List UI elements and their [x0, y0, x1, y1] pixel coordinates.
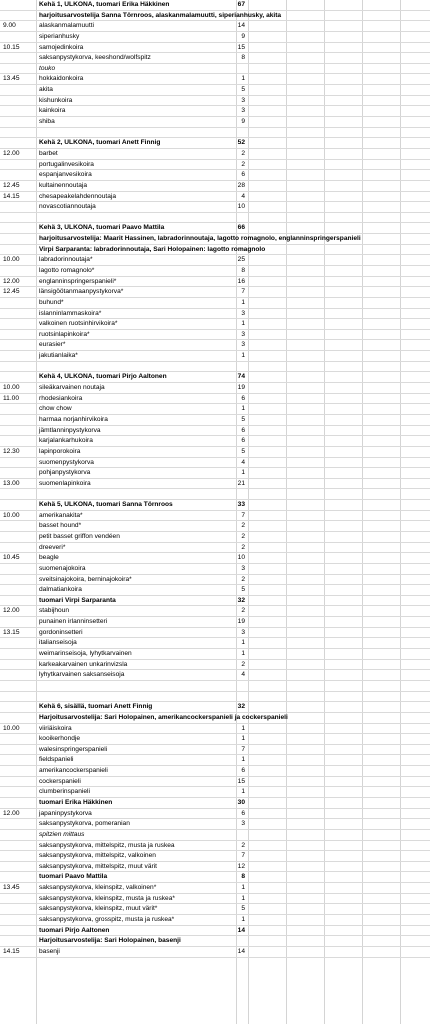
breed-cell[interactable]: karjalankarhukoira — [39, 437, 93, 445]
table-row[interactable] — [0, 11, 430, 22]
table-row[interactable] — [0, 202, 430, 213]
count-cell[interactable] — [203, 245, 245, 256]
breed-cell[interactable]: basset hound* — [39, 522, 82, 530]
table-row[interactable] — [0, 106, 430, 117]
breed-cell[interactable]: saksanpystykorva, grosspitz, musta ja ruskea* — [39, 916, 175, 924]
count-cell[interactable]: 2 — [241, 522, 245, 530]
count-cell[interactable]: 15 — [237, 43, 245, 51]
table-row[interactable] — [0, 713, 430, 724]
count-cell[interactable]: 1 — [241, 298, 245, 306]
count-cell[interactable]: 3 — [241, 341, 245, 349]
count-cell[interactable]: 8 — [241, 54, 245, 62]
count-cell[interactable]: 14 — [237, 22, 245, 30]
breed-cell[interactable]: lagotto romagnolo* — [39, 267, 95, 274]
table-row[interactable] — [0, 819, 430, 830]
table-row[interactable] — [0, 830, 430, 841]
count-cell[interactable]: 6 — [241, 767, 245, 775]
ring-heading-cell[interactable]: Harjoitusarvostelija: Sari Holopainen, amerikancockerspanieli ja cockerspanieli — [39, 713, 288, 721]
count-cell[interactable]: 15 — [237, 777, 245, 785]
table-row[interactable] — [0, 138, 430, 149]
breed-cell[interactable]: englanninspringerspanieli* — [39, 277, 117, 285]
table-row[interactable] — [0, 128, 430, 139]
breed-cell[interactable]: espanjanvesikoira — [39, 171, 92, 179]
count-cell[interactable]: 3 — [241, 107, 245, 115]
table-row[interactable] — [0, 809, 430, 820]
count-cell[interactable]: 14 — [237, 947, 245, 955]
time-cell[interactable]: 12.00 — [3, 607, 20, 615]
table-row[interactable] — [0, 43, 430, 54]
table-row[interactable] — [0, 500, 430, 511]
count-cell[interactable]: 28 — [237, 181, 245, 189]
table-row[interactable] — [0, 841, 430, 852]
count-cell[interactable]: 12 — [237, 862, 245, 870]
count-cell[interactable]: 1 — [241, 788, 245, 796]
breed-cell[interactable]: labradorinnoutaja* — [39, 256, 93, 264]
breed-cell[interactable]: viiriäiskoira — [39, 724, 72, 732]
time-cell[interactable]: 13.45 — [3, 884, 20, 892]
breed-cell[interactable]: suomenajokoira — [39, 564, 86, 572]
time-cell[interactable]: 12.30 — [3, 447, 20, 455]
breed-cell[interactable]: lyhytkarvainen saksanseisoja — [39, 671, 125, 679]
table-row[interactable] — [0, 170, 430, 181]
count-cell[interactable] — [203, 128, 245, 139]
count-cell[interactable]: 2 — [241, 149, 245, 157]
count-cell[interactable]: 8 — [241, 267, 245, 274]
table-row[interactable] — [0, 404, 430, 415]
breed-cell[interactable]: samojedinkoira — [39, 43, 84, 51]
table-row[interactable] — [0, 596, 430, 607]
time-cell[interactable]: 10.00 — [3, 384, 20, 392]
table-row[interactable] — [0, 787, 430, 798]
breed-cell[interactable]: cockerspanieli — [39, 777, 81, 785]
time-cell[interactable]: 14.15 — [3, 192, 20, 200]
table-row[interactable] — [0, 872, 430, 883]
count-cell[interactable]: 1 — [241, 469, 245, 477]
count-cell[interactable] — [203, 681, 245, 692]
count-cell[interactable]: 5 — [241, 415, 245, 423]
breed-cell[interactable]: dalmatiankoira — [39, 586, 82, 594]
breed-cell[interactable]: shiba — [39, 118, 55, 126]
table-row[interactable] — [0, 575, 430, 586]
table-row[interactable] — [0, 181, 430, 192]
time-cell[interactable]: 14.15 — [3, 947, 20, 955]
count-cell[interactable]: 1 — [241, 916, 245, 924]
breed-cell[interactable]: ruotsinlapinkoira* — [39, 330, 90, 338]
ring-heading-cell[interactable]: Harjoitusarvostelija: Sari Holopainen, basenji — [39, 937, 181, 945]
count-cell[interactable]: 8 — [241, 873, 245, 881]
table-row[interactable] — [0, 213, 430, 224]
count-cell[interactable]: 21 — [237, 479, 245, 487]
count-cell[interactable]: 32 — [237, 703, 245, 711]
table-row[interactable] — [0, 862, 430, 873]
breed-cell[interactable]: amerikanakita* — [39, 511, 83, 519]
ring-heading-cell[interactable]: Virpi Sarparanta: labradorinnoutaja, Sari Holopainen: lagotto romagnolo — [39, 245, 266, 253]
table-row[interactable] — [0, 755, 430, 766]
breed-cell[interactable]: karkeakarvainen unkarinvizsla — [39, 660, 128, 668]
ring-heading-cell[interactable]: Kehä 2, ULKONA, tuomari Anett Finnig — [39, 139, 161, 147]
count-cell[interactable]: 2 — [241, 575, 245, 583]
ring-heading-cell[interactable]: Kehä 4, ULKONA, tuomari Pirjo Aaltonen — [39, 373, 167, 381]
breed-cell[interactable]: amerikancockerspanieli — [39, 767, 108, 775]
breed-cell[interactable]: alaskanmalamuutti — [39, 22, 94, 30]
breed-cell[interactable]: eurasier* — [39, 341, 66, 349]
time-cell[interactable]: 10.15 — [3, 43, 20, 51]
count-cell[interactable] — [203, 234, 245, 245]
count-cell[interactable]: 4 — [241, 192, 245, 200]
table-row[interactable] — [0, 936, 430, 947]
breed-cell[interactable]: saksanpystykorva, kleinspitz, musta ja ruskea* — [39, 894, 175, 902]
table-row[interactable] — [0, 926, 430, 937]
table-row[interactable] — [0, 489, 430, 500]
count-cell[interactable]: 1 — [241, 894, 245, 902]
table-row[interactable] — [0, 298, 430, 309]
time-cell[interactable]: 13.45 — [3, 75, 20, 83]
breed-cell[interactable]: akita — [39, 86, 53, 94]
table-row[interactable] — [0, 458, 430, 469]
table-row[interactable] — [0, 362, 430, 373]
breed-cell[interactable]: islanninlammaskoira* — [39, 309, 102, 317]
ring-heading-cell[interactable]: Kehä 3, ULKONA, tuomari Paavo Mattila — [39, 224, 165, 232]
count-cell[interactable]: 6 — [241, 426, 245, 434]
table-row[interactable] — [0, 681, 430, 692]
table-row[interactable] — [0, 606, 430, 617]
time-cell[interactable]: 10.00 — [3, 724, 20, 732]
breed-cell[interactable]: novascotiannoutaja — [39, 203, 96, 211]
breed-cell[interactable]: chow chow — [39, 405, 72, 413]
table-row[interactable] — [0, 426, 430, 437]
table-row[interactable] — [0, 670, 430, 681]
table-row[interactable] — [0, 309, 430, 320]
table-row[interactable] — [0, 287, 430, 298]
breed-cell[interactable]: pohjanpystykorva — [39, 469, 91, 477]
count-cell[interactable]: 1 — [241, 756, 245, 764]
breed-cell[interactable]: sveitsinajokoira, berninajokoira* — [39, 575, 132, 583]
count-cell[interactable] — [203, 213, 245, 224]
breed-cell[interactable]: hokkaidonkoira — [39, 75, 84, 83]
table-row[interactable] — [0, 521, 430, 532]
breed-cell[interactable]: gordoninsetteri — [39, 628, 83, 636]
count-cell[interactable]: 2 — [241, 660, 245, 668]
count-cell[interactable]: 74 — [237, 373, 245, 381]
table-row[interactable] — [0, 564, 430, 575]
count-cell[interactable]: 5 — [241, 86, 245, 94]
count-cell[interactable]: 32 — [237, 596, 245, 604]
count-cell[interactable]: 4 — [241, 458, 245, 466]
breed-cell[interactable]: länsigöötanmaanpystykorva* — [39, 288, 124, 296]
count-cell[interactable]: 7 — [241, 288, 245, 296]
breed-cell[interactable]: kainkoira — [39, 107, 66, 115]
table-row[interactable] — [0, 851, 430, 862]
count-cell[interactable] — [203, 64, 245, 75]
count-cell[interactable] — [203, 362, 245, 373]
breed-cell[interactable]: jakutianlaika* — [39, 352, 78, 360]
breed-cell[interactable]: saksanpystykorva, mittelspitz, musta ja ruskea — [39, 841, 175, 849]
time-cell[interactable]: 13.15 — [3, 628, 20, 636]
breed-cell[interactable]: suomenlapinkoira — [39, 479, 91, 487]
count-cell[interactable]: 6 — [241, 394, 245, 402]
count-cell[interactable]: 7 — [241, 745, 245, 753]
ring-heading-cell[interactable]: Kehä 6, sisällä, tuomari Anett Finnig — [39, 703, 153, 711]
count-cell[interactable]: 1 — [241, 320, 245, 328]
breed-cell[interactable]: portugalinvesikoira — [39, 160, 94, 168]
breed-cell[interactable]: stabijhoun — [39, 607, 70, 615]
count-cell[interactable]: 3 — [241, 330, 245, 338]
count-cell[interactable]: 2 — [241, 543, 245, 551]
table-row[interactable] — [0, 894, 430, 905]
breed-cell[interactable]: fieldspanieli — [39, 756, 74, 764]
count-cell[interactable]: 2 — [241, 533, 245, 540]
count-cell[interactable]: 1 — [241, 650, 245, 658]
table-row[interactable] — [0, 351, 430, 362]
time-cell[interactable]: 12.45 — [3, 288, 20, 296]
count-cell[interactable]: 3 — [241, 96, 245, 104]
breed-cell[interactable]: saksanpystykorva, pomeranian — [39, 820, 130, 828]
breed-cell[interactable]: japaninpystykorva — [39, 809, 92, 817]
table-row[interactable] — [0, 245, 430, 256]
count-cell[interactable]: 1 — [241, 639, 245, 647]
count-cell[interactable]: 5 — [241, 905, 245, 913]
breed-cell[interactable]: beagle — [39, 554, 59, 562]
table-row[interactable] — [0, 0, 430, 11]
table-row[interactable] — [0, 160, 430, 171]
table-row[interactable] — [0, 532, 430, 543]
table-row[interactable] — [0, 883, 430, 894]
breed-cell[interactable]: basenji — [39, 947, 60, 955]
count-cell[interactable] — [203, 830, 245, 841]
breed-cell[interactable]: kultainennoutaja — [39, 181, 88, 189]
table-row[interactable] — [0, 479, 430, 490]
count-cell[interactable]: 67 — [237, 1, 245, 8]
table-row[interactable] — [0, 340, 430, 351]
breed-cell[interactable]: barbet — [39, 149, 58, 157]
breed-cell[interactable]: kooikerhondje — [39, 735, 81, 743]
breed-cell[interactable]: dreeveri* — [39, 543, 66, 551]
table-row[interactable] — [0, 21, 430, 32]
table-row[interactable] — [0, 777, 430, 788]
count-cell[interactable]: 1 — [241, 724, 245, 732]
ring-heading-cell[interactable]: tuomari Erika Häkkinen — [39, 799, 113, 806]
table-row[interactable] — [0, 511, 430, 522]
count-cell[interactable]: 33 — [237, 501, 245, 509]
count-cell[interactable]: 9 — [241, 32, 245, 40]
table-row[interactable] — [0, 724, 430, 735]
count-cell[interactable]: 1 — [241, 735, 245, 743]
ring-heading-cell[interactable]: harjoitusarvostelija Sanna Törnroos, alaskanmalamuutti, siperianhusky, akita — [39, 11, 282, 19]
table-row[interactable] — [0, 468, 430, 479]
count-cell[interactable]: 66 — [237, 224, 245, 232]
count-cell[interactable] — [203, 692, 245, 703]
count-cell[interactable]: 25 — [237, 256, 245, 264]
table-row[interactable] — [0, 798, 430, 809]
breed-cell[interactable]: suomenpystykorva — [39, 458, 94, 466]
count-cell[interactable]: 4 — [241, 671, 245, 679]
count-cell[interactable]: 30 — [237, 799, 245, 806]
time-cell[interactable]: 12.00 — [3, 809, 20, 817]
table-row[interactable] — [0, 649, 430, 660]
count-cell[interactable]: 9 — [241, 118, 245, 126]
table-row[interactable] — [0, 447, 430, 458]
table-row[interactable] — [0, 32, 430, 43]
breed-cell[interactable]: jämtlanninpystykorva — [39, 426, 101, 434]
breed-cell[interactable]: italianseisoja — [39, 639, 77, 647]
count-cell[interactable]: 6 — [241, 437, 245, 445]
table-row[interactable] — [0, 915, 430, 926]
count-cell[interactable]: 1 — [241, 352, 245, 360]
count-cell[interactable] — [203, 11, 245, 22]
count-cell[interactable]: 3 — [241, 564, 245, 572]
table-row[interactable] — [0, 702, 430, 713]
breed-cell[interactable]: lapinporokoira — [39, 447, 81, 455]
table-row[interactable] — [0, 149, 430, 160]
table-row[interactable] — [0, 394, 430, 405]
breed-cell[interactable]: rhodesiankoira — [39, 394, 83, 402]
table-row[interactable] — [0, 330, 430, 341]
count-cell[interactable]: 10 — [237, 203, 245, 211]
table-row[interactable] — [0, 372, 430, 383]
table-row[interactable] — [0, 319, 430, 330]
table-row[interactable] — [0, 553, 430, 564]
count-cell[interactable]: 10 — [237, 554, 245, 562]
breed-cell[interactable]: saksanpystykorva, kleinspitz, valkoinen* — [39, 884, 157, 892]
table-row[interactable] — [0, 223, 430, 234]
table-row[interactable] — [0, 638, 430, 649]
time-cell[interactable]: 13.00 — [3, 479, 20, 487]
time-cell[interactable]: 12.00 — [3, 277, 20, 285]
breed-cell[interactable]: kishunkoira — [39, 96, 73, 104]
count-cell[interactable]: 14 — [237, 926, 245, 934]
breed-cell[interactable]: saksanpystykorva, mittelspitz, muut värit — [39, 862, 157, 870]
table-row[interactable] — [0, 255, 430, 266]
count-cell[interactable]: 7 — [241, 852, 245, 860]
time-cell[interactable]: 12.00 — [3, 149, 20, 157]
time-cell[interactable]: 9.00 — [3, 22, 16, 30]
count-cell[interactable]: 2 — [241, 607, 245, 615]
table-row[interactable] — [0, 96, 430, 107]
ring-heading-cell[interactable]: tuomari Virpi Sarparanta — [39, 596, 116, 604]
table-row[interactable] — [0, 692, 430, 703]
table-row[interactable] — [0, 585, 430, 596]
count-cell[interactable]: 1 — [241, 884, 245, 892]
breed-cell[interactable]: buhund* — [39, 298, 64, 306]
table-row[interactable] — [0, 85, 430, 96]
breed-cell[interactable]: siperianhusky — [39, 32, 80, 40]
time-cell[interactable]: 10.45 — [3, 554, 20, 562]
table-row[interactable] — [0, 53, 430, 64]
count-cell[interactable]: 3 — [241, 820, 245, 828]
count-cell[interactable]: 52 — [237, 139, 245, 147]
breed-cell[interactable]: saksanpystykorva, mittelspitz, valkoinen — [39, 852, 156, 860]
breed-cell[interactable]: weimarinseisoja, lyhytkarvainen — [39, 650, 132, 658]
table-row[interactable] — [0, 383, 430, 394]
count-cell[interactable] — [203, 489, 245, 500]
count-cell[interactable]: 1 — [241, 405, 245, 413]
count-cell[interactable]: 1 — [241, 75, 245, 83]
count-cell[interactable]: 5 — [241, 586, 245, 594]
table-row[interactable] — [0, 628, 430, 639]
table-row[interactable] — [0, 734, 430, 745]
table-row[interactable] — [0, 745, 430, 756]
time-cell[interactable]: 10.00 — [3, 511, 20, 519]
table-row[interactable] — [0, 617, 430, 628]
ring-heading-cell[interactable]: Kehä 5, ULKONA, tuomari Sanna Törnroos — [39, 501, 173, 509]
ring-heading-cell[interactable]: Kehä 1, ULKONA, tuomari Erika Häkkinen — [39, 1, 170, 8]
count-cell[interactable] — [203, 936, 245, 947]
breed-cell[interactable]: petit basset griffon vendéen — [39, 533, 120, 540]
count-cell[interactable]: 2 — [241, 841, 245, 849]
count-cell[interactable]: 7 — [241, 511, 245, 519]
table-row[interactable] — [0, 947, 430, 958]
table-row[interactable] — [0, 234, 430, 245]
breed-cell[interactable]: clumberinspanieli — [39, 788, 90, 796]
breed-cell[interactable]: saksanpystykorva, kleinspitz, muut värit* — [39, 905, 158, 913]
table-row[interactable] — [0, 436, 430, 447]
count-cell[interactable]: 6 — [241, 809, 245, 817]
breed-cell[interactable]: touko — [39, 64, 56, 72]
time-cell[interactable]: 11.00 — [3, 394, 20, 402]
ring-heading-cell[interactable]: harjoitusarvostelija: Maarit Hassinen, labradorinnoutaja, lagotto romagnolo, englanninspringerspanieli — [39, 235, 361, 243]
table-row[interactable] — [0, 904, 430, 915]
table-row[interactable] — [0, 266, 430, 277]
breed-cell[interactable]: spitzien mittaus — [39, 830, 85, 838]
ring-heading-cell[interactable]: tuomari Pirjo Aaltonen — [39, 926, 110, 934]
table-row[interactable] — [0, 543, 430, 554]
breed-cell[interactable]: saksanpystykorva, keeshond/wolfspitz — [39, 54, 151, 62]
ring-heading-cell[interactable]: tuomari Paavo Mattila — [39, 873, 108, 881]
count-cell[interactable]: 19 — [237, 384, 245, 392]
time-cell[interactable]: 10.00 — [3, 256, 20, 264]
count-cell[interactable] — [203, 713, 245, 724]
breed-cell[interactable]: walesinspringerspanieli — [39, 745, 108, 753]
table-row[interactable] — [0, 415, 430, 426]
breed-cell[interactable]: harmaa norjanhirvikoira — [39, 415, 108, 423]
count-cell[interactable]: 3 — [241, 309, 245, 317]
breed-cell[interactable]: chesapeakelahdennoutaja — [39, 192, 116, 200]
breed-cell[interactable]: valkoinen ruotsinhirvikoira* — [39, 320, 118, 328]
table-row[interactable] — [0, 64, 430, 75]
table-row[interactable] — [0, 766, 430, 777]
count-cell[interactable]: 3 — [241, 628, 245, 636]
table-row[interactable] — [0, 74, 430, 85]
count-cell[interactable]: 6 — [241, 171, 245, 179]
count-cell[interactable]: 16 — [237, 277, 245, 285]
table-row[interactable] — [0, 192, 430, 203]
count-cell[interactable]: 19 — [237, 618, 245, 626]
breed-cell[interactable]: punainen irlanninsetteri — [39, 618, 108, 626]
table-row[interactable] — [0, 277, 430, 288]
table-row[interactable] — [0, 660, 430, 671]
table-row[interactable] — [0, 117, 430, 128]
time-cell[interactable]: 12.45 — [3, 181, 20, 189]
count-cell[interactable]: 5 — [241, 447, 245, 455]
breed-cell[interactable]: sileäkarvainen noutaja — [39, 384, 105, 392]
count-cell[interactable]: 2 — [241, 160, 245, 168]
